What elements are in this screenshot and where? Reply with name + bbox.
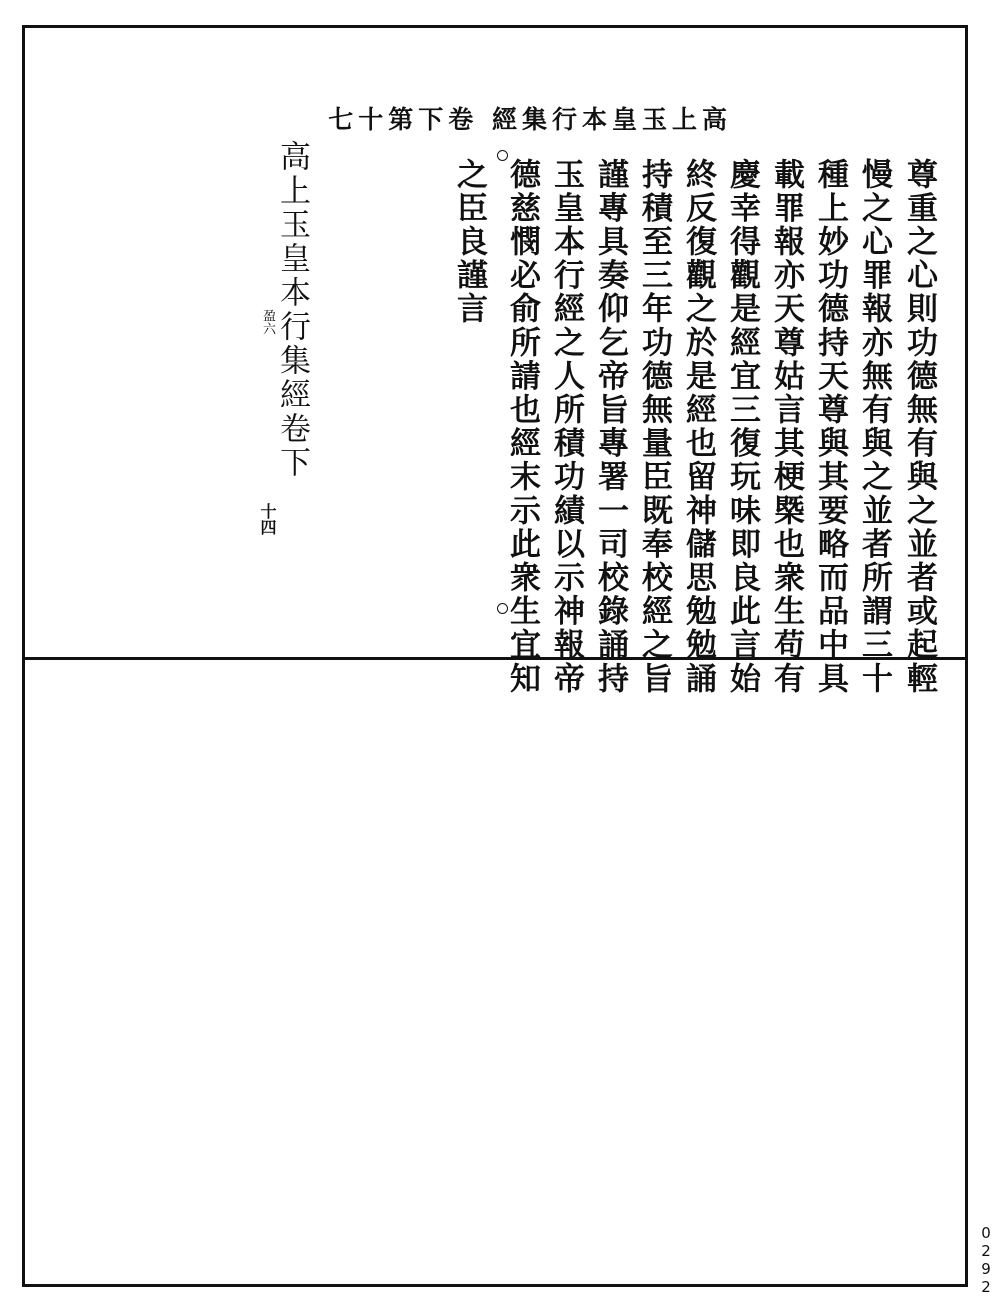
punctuation-circle-top: [497, 150, 508, 161]
punctuation-circle-bottom: [497, 603, 508, 614]
text-column-1: 尊重之心則功德無有與之並者或起輕: [901, 158, 937, 696]
text-column-6: 終反復觀之於是經也留神儲思勉勉誦: [680, 158, 716, 696]
text-column-10: 德慈憫必俞所請也經末示此衆生宜知: [504, 158, 540, 696]
case-mark: 盈六: [260, 309, 275, 335]
text-column-9: 玉皇本行經之人所積功績以示神報帝: [548, 158, 584, 696]
text-column-8: 謹專具奏仰乞帝旨專署一司校錄誦持: [592, 158, 628, 696]
text-column-5: 慶幸得觀是經宜三復玩味即良此言始: [724, 158, 760, 696]
text-column-7: 持積至三年功德無量臣既奉校經之旨: [636, 158, 672, 696]
running-header: 高上玉皇本行集經 卷下第十七: [328, 105, 732, 134]
text-column-2: 慢之心罪報亦無有與之並者所謂三十: [856, 158, 892, 696]
colophon-title: 高上玉皇本行集經卷下: [274, 140, 310, 480]
text-column-11: 之臣良謹言: [451, 158, 487, 326]
text-column-3: 種上妙功德持天尊與其要略而品中具: [812, 158, 848, 696]
page-number: 0292: [977, 1224, 995, 1296]
text-column-4: 載罪報亦天尊姑言其梗槩也衆生苟有: [768, 158, 804, 696]
folio-number: 十四: [258, 503, 277, 535]
